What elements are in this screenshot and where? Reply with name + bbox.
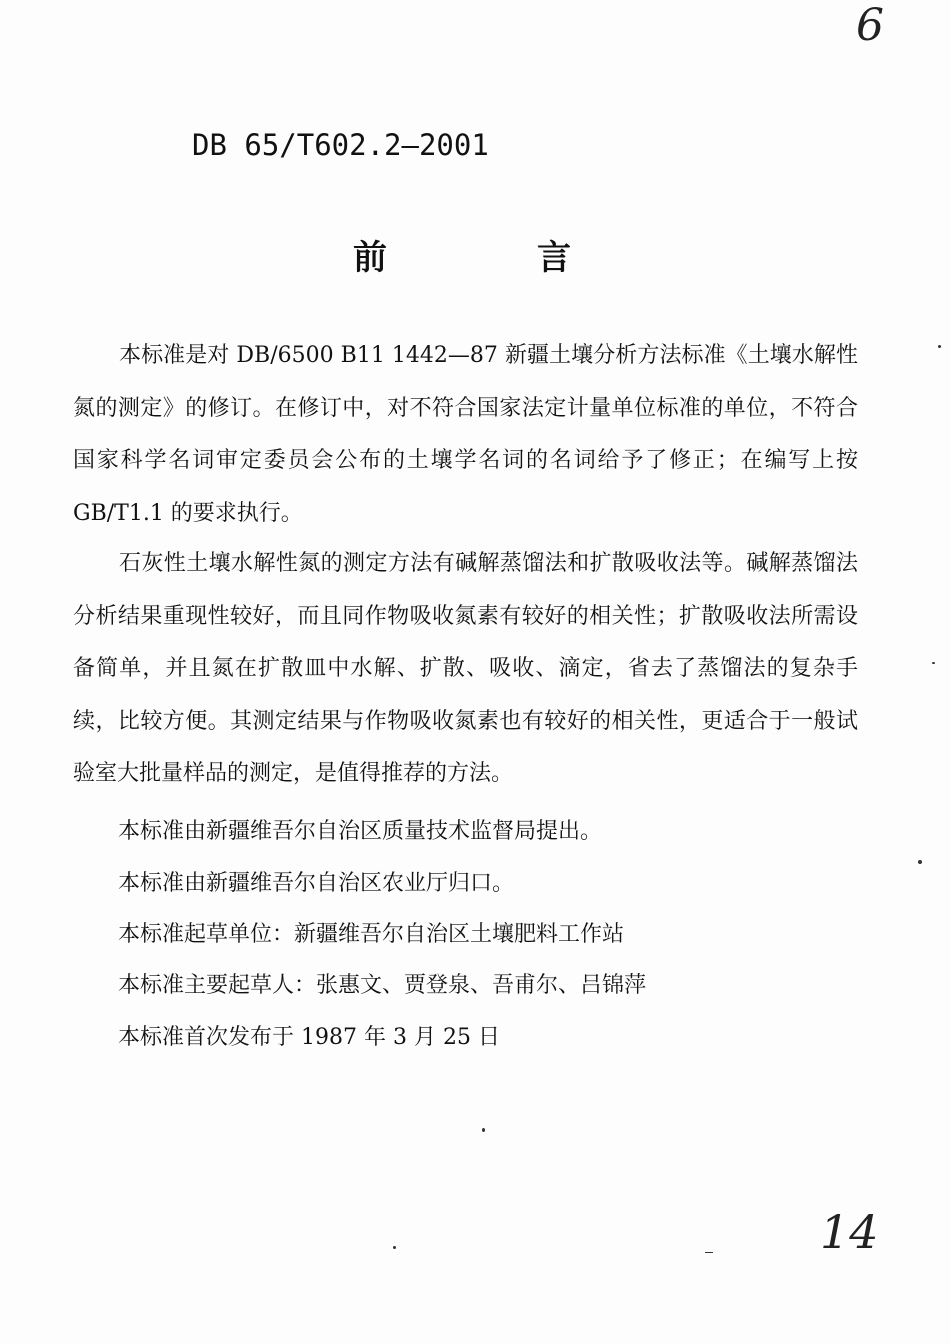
section-title: 前言 <box>353 238 721 278</box>
scan-speck <box>482 1128 485 1132</box>
line-drafting-unit: 本标准起草单位：新疆维吾尔自治区土壤肥料工作站 <box>118 922 625 947</box>
line-drafters: 本标准主要起草人：张惠文、贾登泉、吾甫尔、吕锦萍 <box>118 973 647 998</box>
scan-speck <box>932 662 935 664</box>
scan-speck <box>393 1246 396 1249</box>
handwritten-page-number-top: 6 <box>856 0 884 51</box>
line-proposed-by: 本标准由新疆维吾尔自治区质量技术监督局提出。 <box>118 819 603 844</box>
paragraph-methods: 石灰性土壤水解性氮的测定方法有碱解蒸馏法和扩散吸收法等。碱解蒸馏法分析结果重现性较好，而且同作物吸收氮素有较好的相关性；扩散吸收法所需设备简单，并且氮在扩散皿中水解、扩散、吸收、滴定，省去了蒸馏法的复杂手续，比较方便。其测定结果与作物吸收氮素也有较好的相关性，更适合于一般试验室大批量样品的测定，是值得推荐的方法。 <box>73 551 858 786</box>
paragraph-revision: 本标准是对 DB/6500 B11 1442—87 新疆土壤分析方法标准《土壤水解性氮的测定》的修订。在修订中，对不符合国家法定计量单位标准的单位，不符合国家科学名词审定委员会公布的土壤学名词的名词给予了修正；在编写上按 GB/T1.1 的要求执行。 <box>73 343 858 526</box>
handwritten-page-number-bottom: 14 <box>820 1205 879 1259</box>
scan-speck <box>918 860 922 864</box>
standard-code: DB 65/T602.2—2001 <box>192 128 489 162</box>
line-first-issued: 本标准首次发布于 1987 年 3 月 25 日 <box>118 1025 500 1050</box>
line-administered-by: 本标准由新疆维吾尔自治区农业厅归口。 <box>118 871 515 896</box>
scan-speck <box>705 1252 713 1253</box>
scan-speck <box>938 345 941 348</box>
